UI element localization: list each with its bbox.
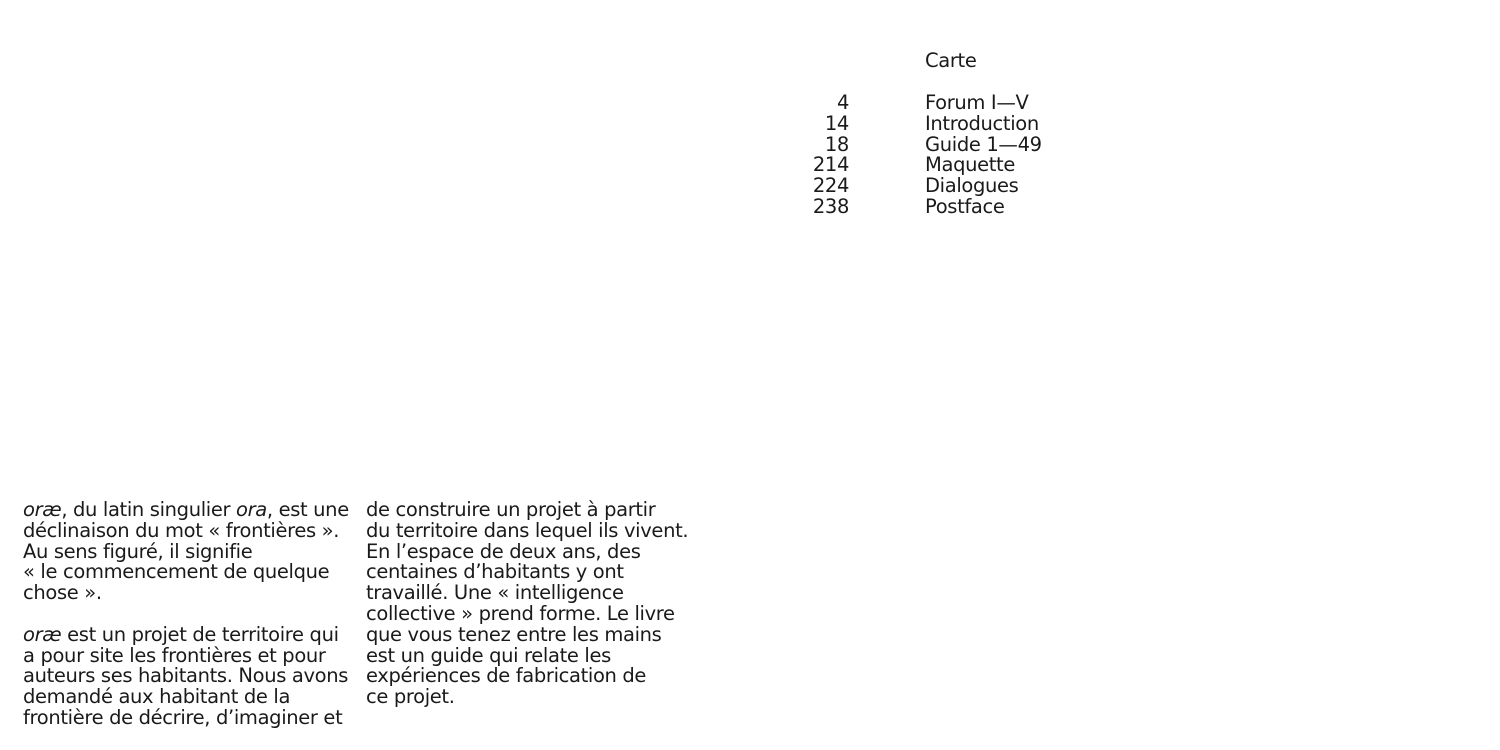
text-line: travaillé. Une « intelligence	[366, 581, 624, 605]
text-line: En l’espace de deux ans, des	[366, 539, 641, 563]
text-fragment: est un projet de territoire qui	[61, 622, 339, 646]
toc-page-number: 4	[836, 91, 849, 114]
intro-right-column	[366, 500, 688, 708]
project-name: oræ	[23, 498, 62, 521]
text-line: déclinaison du mot « frontières ».	[23, 518, 340, 542]
text-line: ce projet.	[366, 685, 455, 709]
toc-entry[interactable]	[790, 132, 1090, 156]
text-line: Au sens figuré, il signifie	[23, 539, 253, 563]
text-line: du territoire dans lequel ils vivent.	[366, 518, 689, 542]
toc-entry[interactable]	[790, 194, 1090, 218]
text-line: chose ».	[23, 581, 102, 605]
text-line: expériences de fabrication de	[366, 664, 647, 688]
text-line: « le commencement de quelque	[23, 560, 330, 584]
text-line	[23, 622, 349, 646]
toc-entry[interactable]	[790, 155, 1090, 176]
text-fragment: , est une	[266, 498, 349, 521]
toc-page-number: 14	[824, 111, 849, 135]
toc-heading: Carte	[925, 49, 977, 72]
toc-title: Maquette	[925, 153, 1015, 177]
toc-entry[interactable]	[790, 111, 1090, 135]
text-line: demandé aux habitant de la	[23, 685, 291, 709]
toc-entry[interactable]	[790, 176, 1090, 197]
text-line: collective » prend forme. Le livre	[366, 601, 675, 625]
text-line: est un guide qui relate les	[366, 643, 611, 667]
toc-page-number: 224	[812, 174, 849, 198]
toc-page-number: 238	[812, 194, 849, 218]
toc-page-number: 214	[812, 153, 849, 177]
text-line: frontière de décrire, d’imaginer et	[23, 705, 343, 729]
toc-page-number: 18	[824, 132, 849, 156]
project-name: oræ	[23, 622, 62, 646]
toc-title: Dialogues	[925, 174, 1019, 198]
text-line	[23, 500, 349, 521]
text-fragment: , du latin singulier	[61, 498, 237, 521]
toc-entry[interactable]	[790, 93, 1090, 114]
text-line: a pour site les frontières et pour	[23, 643, 326, 667]
text-line: auteurs ses habitants. Nous avons	[23, 664, 349, 688]
toc-title: Introduction	[925, 111, 1039, 135]
text-line: centaines d’habitants y ont	[366, 560, 624, 584]
toc-title: Forum I—V	[925, 91, 1029, 114]
toc-title: Guide 1—49	[925, 132, 1042, 156]
toc-title: Postface	[925, 194, 1005, 218]
intro-left-column	[23, 500, 349, 729]
toc-list	[790, 93, 1090, 218]
text-line: que vous tenez entre les mains	[366, 622, 662, 646]
text-line: de construire un projet à partir	[366, 498, 656, 521]
latin-word: ora	[236, 498, 267, 521]
paragraph-gap	[23, 604, 349, 625]
